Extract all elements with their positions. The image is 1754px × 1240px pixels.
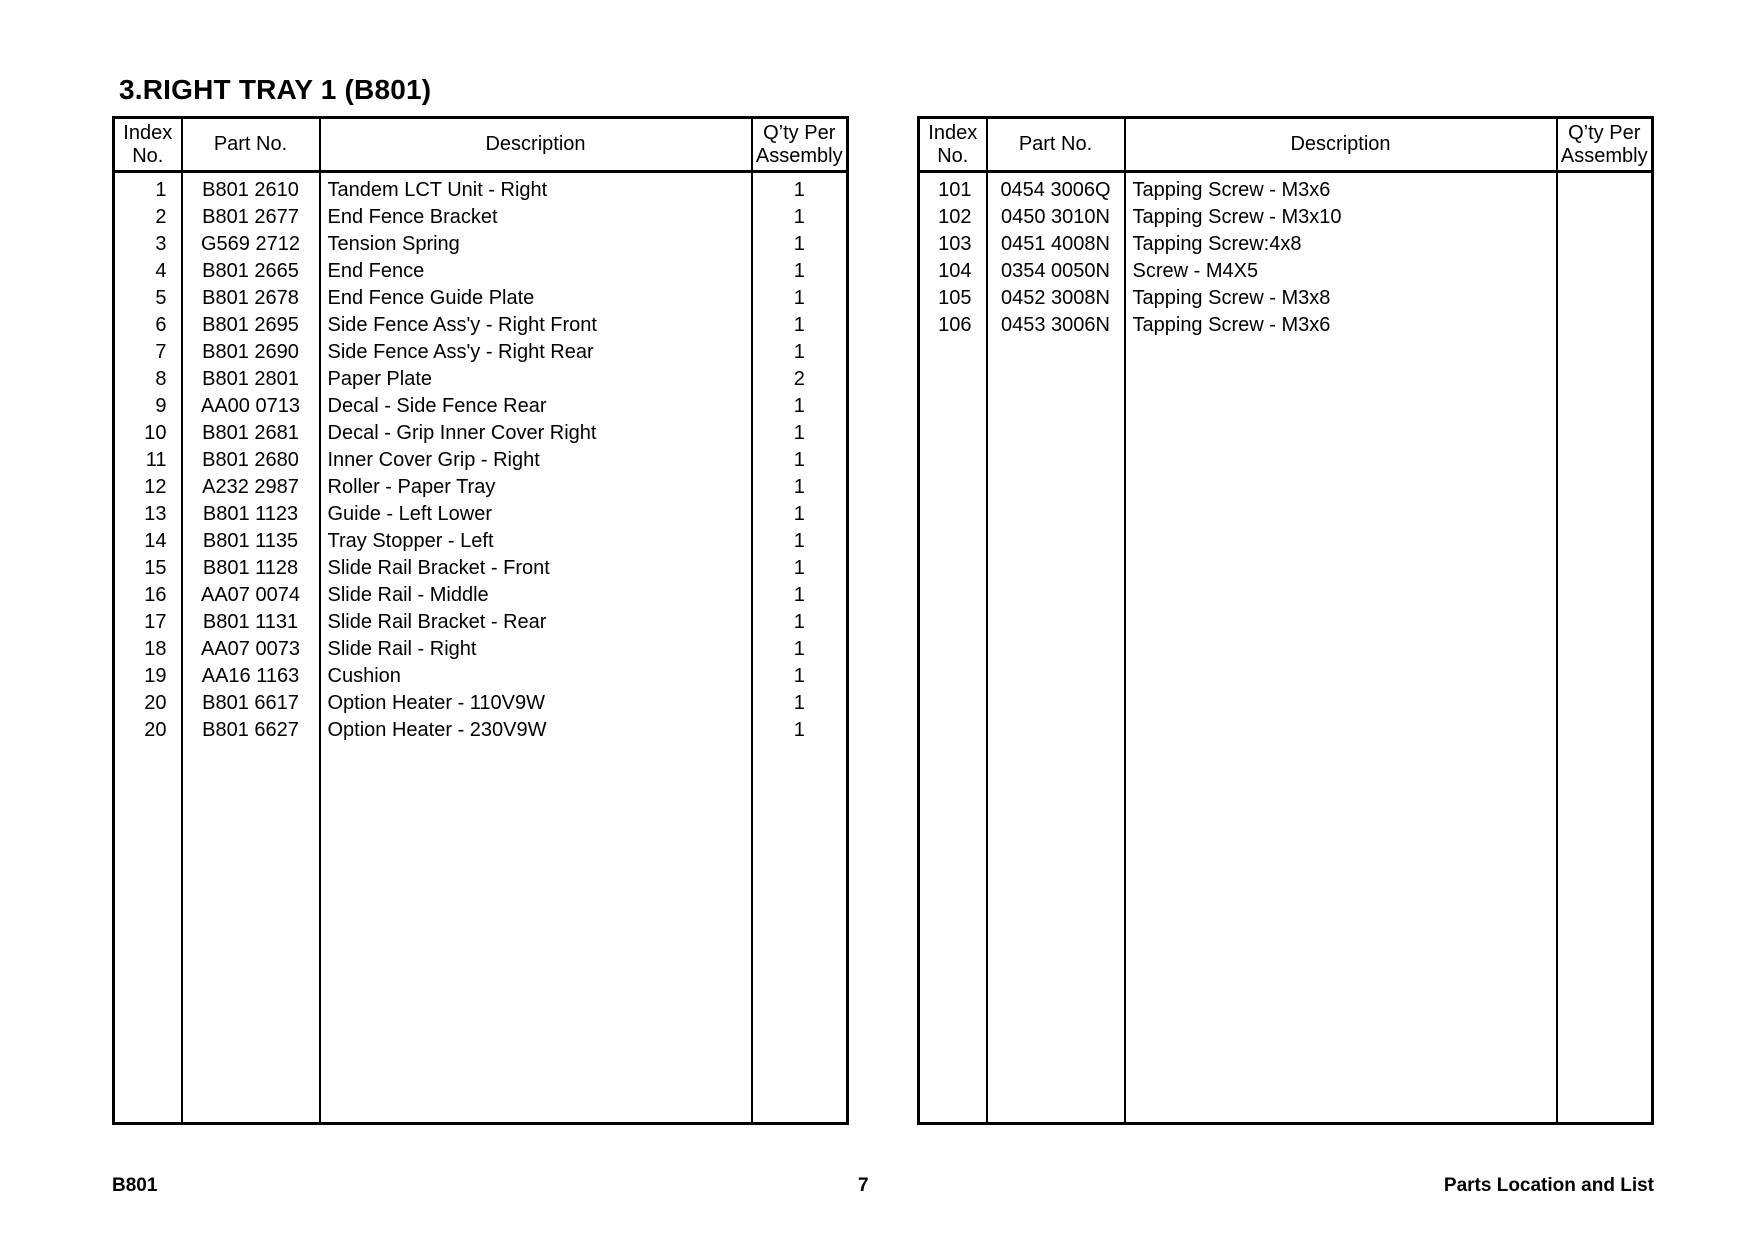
parts-table-left: [112, 116, 849, 1125]
index-cell: 15: [114, 555, 182, 582]
part-no-column-header: Part No.: [182, 118, 320, 172]
part-no-cell: 0453 3006N: [987, 312, 1125, 339]
index-cell: 20: [114, 717, 182, 744]
part-no-cell: B801 2610: [182, 172, 320, 205]
description-cell: Tapping Screw:4x8: [1125, 231, 1557, 258]
description-cell: Tapping Screw - M3x10: [1125, 204, 1557, 231]
index-cell: 7: [114, 339, 182, 366]
index-cell: 11: [114, 447, 182, 474]
table-row: [919, 258, 1653, 285]
part-no-cell: B801 6627: [182, 717, 320, 744]
qty-cell: 2: [752, 366, 848, 393]
qty-cell: 1: [752, 609, 848, 636]
description-cell: Slide Rail - Right: [320, 636, 752, 663]
empty-cell: [752, 744, 848, 1124]
qty-cell: 1: [752, 420, 848, 447]
empty-cell: [987, 339, 1125, 1124]
qty-cell: [1557, 285, 1653, 312]
description-cell: Tapping Screw - M3x6: [1125, 312, 1557, 339]
index-cell: 8: [114, 366, 182, 393]
table-row: [114, 258, 848, 285]
table-row: [114, 447, 848, 474]
description-cell: Decal - Side Fence Rear: [320, 393, 752, 420]
qty-cell: 1: [752, 204, 848, 231]
description-cell: Guide - Left Lower: [320, 501, 752, 528]
table-row: [114, 555, 848, 582]
qty-column-header: Q’ty Per Assembly: [1557, 118, 1653, 172]
index-cell: 1: [114, 172, 182, 205]
qty-cell: 1: [752, 312, 848, 339]
part-no-cell: B801 2665: [182, 258, 320, 285]
table-row: [114, 690, 848, 717]
index-cell: 10: [114, 420, 182, 447]
qty-cell: 1: [752, 636, 848, 663]
description-column-header: Description: [320, 118, 752, 172]
index-cell: 106: [919, 312, 987, 339]
table-row: [114, 636, 848, 663]
qty-cell: 1: [752, 663, 848, 690]
part-no-cell: AA07 0073: [182, 636, 320, 663]
empty-cell: [1557, 339, 1653, 1124]
table-row: [114, 393, 848, 420]
qty-cell: [1557, 204, 1653, 231]
qty-cell: [1557, 312, 1653, 339]
index-cell: 16: [114, 582, 182, 609]
table-row: [114, 474, 848, 501]
qty-cell: 1: [752, 258, 848, 285]
index-cell: 5: [114, 285, 182, 312]
qty-cell: 1: [752, 231, 848, 258]
part-no-cell: B801 2801: [182, 366, 320, 393]
table-row: [919, 172, 1653, 205]
table-row: [114, 339, 848, 366]
description-cell: Tapping Screw - M3x6: [1125, 172, 1557, 205]
qty-cell: 1: [752, 393, 848, 420]
table-row: [114, 582, 848, 609]
table-filler-row: [919, 339, 1653, 1124]
empty-cell: [919, 339, 987, 1124]
part-no-cell: B801 1135: [182, 528, 320, 555]
description-cell: Tandem LCT Unit - Right: [320, 172, 752, 205]
description-cell: Screw - M4X5: [1125, 258, 1557, 285]
table-row: [114, 172, 848, 205]
qty-cell: [1557, 172, 1653, 205]
table-row: [114, 285, 848, 312]
qty-cell: 1: [752, 555, 848, 582]
description-cell: Side Fence Ass'y - Right Front: [320, 312, 752, 339]
part-no-cell: B801 1123: [182, 501, 320, 528]
parts-table-right-body: [919, 172, 1653, 1124]
part-no-cell: 0450 3010N: [987, 204, 1125, 231]
table-row: [114, 231, 848, 258]
index-cell: 105: [919, 285, 987, 312]
part-no-cell: B801 2681: [182, 420, 320, 447]
footer-page-number: 7: [858, 1175, 869, 1196]
description-column-header: Description: [1125, 118, 1557, 172]
qty-cell: 1: [752, 474, 848, 501]
description-cell: Paper Plate: [320, 366, 752, 393]
qty-cell: [1557, 258, 1653, 285]
index-cell: 13: [114, 501, 182, 528]
table-row: [114, 663, 848, 690]
index-cell: 102: [919, 204, 987, 231]
index-cell: 104: [919, 258, 987, 285]
part-no-cell: B801 1131: [182, 609, 320, 636]
parts-table-left-body: [114, 172, 848, 1124]
part-no-cell: G569 2712: [182, 231, 320, 258]
description-cell: End Fence: [320, 258, 752, 285]
description-cell: Slide Rail Bracket - Front: [320, 555, 752, 582]
table-row: [919, 312, 1653, 339]
description-cell: Cushion: [320, 663, 752, 690]
description-cell: End Fence Bracket: [320, 204, 752, 231]
description-cell: Slide Rail Bracket - Rear: [320, 609, 752, 636]
index-column-header: Index No.: [919, 118, 987, 172]
table-row: [919, 285, 1653, 312]
part-no-cell: B801 1128: [182, 555, 320, 582]
part-no-cell: B801 2678: [182, 285, 320, 312]
footer-model: B801: [112, 1175, 158, 1196]
index-cell: 14: [114, 528, 182, 555]
description-cell: Inner Cover Grip - Right: [320, 447, 752, 474]
index-cell: 12: [114, 474, 182, 501]
table-row: [114, 717, 848, 744]
part-no-cell: B801 2680: [182, 447, 320, 474]
part-no-cell: AA16 1163: [182, 663, 320, 690]
index-cell: 101: [919, 172, 987, 205]
index-cell: 4: [114, 258, 182, 285]
index-cell: 9: [114, 393, 182, 420]
description-cell: Side Fence Ass'y - Right Rear: [320, 339, 752, 366]
part-no-cell: 0452 3008N: [987, 285, 1125, 312]
empty-cell: [1125, 339, 1557, 1124]
table-row: [114, 312, 848, 339]
qty-cell: 1: [752, 501, 848, 528]
part-no-cell: AA07 0074: [182, 582, 320, 609]
index-cell: 20: [114, 690, 182, 717]
part-no-cell: B801 2690: [182, 339, 320, 366]
part-no-cell: 0454 3006Q: [987, 172, 1125, 205]
index-cell: 6: [114, 312, 182, 339]
qty-cell: 1: [752, 285, 848, 312]
description-cell: Roller - Paper Tray: [320, 474, 752, 501]
part-no-cell: B801 2695: [182, 312, 320, 339]
qty-cell: 1: [752, 172, 848, 205]
part-no-cell: 0451 4008N: [987, 231, 1125, 258]
footer-section-name: Parts Location and List: [1443, 1175, 1654, 1196]
index-cell: 3: [114, 231, 182, 258]
qty-cell: 1: [752, 717, 848, 744]
empty-cell: [320, 744, 752, 1124]
table-row: [114, 366, 848, 393]
empty-cell: [114, 744, 182, 1124]
index-cell: 18: [114, 636, 182, 663]
description-cell: Tension Spring: [320, 231, 752, 258]
table-row: [114, 609, 848, 636]
table-header-row: [114, 118, 848, 172]
part-no-cell: B801 2677: [182, 204, 320, 231]
part-no-cell: A232 2987: [182, 474, 320, 501]
table-row: [919, 204, 1653, 231]
table-filler-row: [114, 744, 848, 1124]
description-cell: End Fence Guide Plate: [320, 285, 752, 312]
part-no-column-header: Part No.: [987, 118, 1125, 172]
table-row: [114, 501, 848, 528]
description-cell: Decal - Grip Inner Cover Right: [320, 420, 752, 447]
qty-cell: 1: [752, 690, 848, 717]
description-cell: Tapping Screw - M3x8: [1125, 285, 1557, 312]
qty-cell: [1557, 231, 1653, 258]
qty-cell: 1: [752, 582, 848, 609]
part-no-cell: AA00 0713: [182, 393, 320, 420]
qty-cell: 1: [752, 339, 848, 366]
description-cell: Tray Stopper - Left: [320, 528, 752, 555]
part-no-cell: B801 6617: [182, 690, 320, 717]
description-cell: Option Heater - 110V9W: [320, 690, 752, 717]
table-row: [114, 204, 848, 231]
index-cell: 103: [919, 231, 987, 258]
part-no-cell: 0354 0050N: [987, 258, 1125, 285]
index-cell: 17: [114, 609, 182, 636]
index-cell: 19: [114, 663, 182, 690]
description-cell: Slide Rail - Middle: [320, 582, 752, 609]
index-cell: 2: [114, 204, 182, 231]
table-row: [114, 420, 848, 447]
table-header-row: [919, 118, 1653, 172]
parts-table-right: [917, 116, 1654, 1125]
qty-cell: 1: [752, 528, 848, 555]
table-row: [919, 231, 1653, 258]
qty-cell: 1: [752, 447, 848, 474]
table-row: [114, 528, 848, 555]
index-column-header: Index No.: [114, 118, 182, 172]
qty-column-header: Q’ty Per Assembly: [752, 118, 848, 172]
description-cell: Option Heater - 230V9W: [320, 717, 752, 744]
empty-cell: [182, 744, 320, 1124]
section-title: 3.RIGHT TRAY 1 (B801): [119, 74, 432, 105]
